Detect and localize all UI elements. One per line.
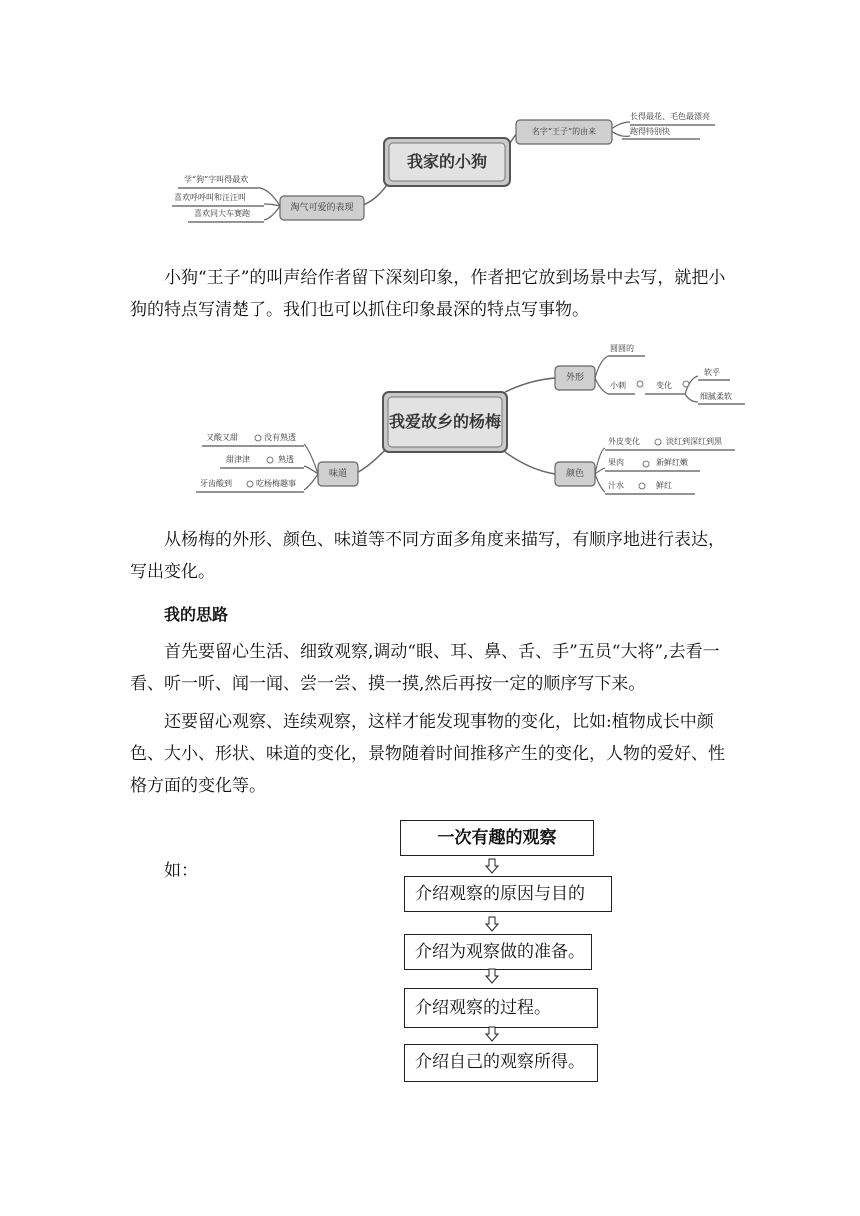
leaf-label: 没有熟透 xyxy=(264,433,296,442)
leaf-label: 学“狗”字叫得最欢 xyxy=(184,175,249,184)
flow-step: 介绍观察的过程。 xyxy=(415,998,551,1018)
branch-label: 淘气可爱的表现 xyxy=(290,203,354,213)
flowchart-observation xyxy=(398,818,618,1088)
flow-step: 介绍观察的原因与目的 xyxy=(415,884,585,904)
flow-step: 介绍自己的观察所得。 xyxy=(415,1052,585,1072)
down-arrow-icon xyxy=(484,1026,500,1042)
leaf-label: 汁水 xyxy=(608,481,624,490)
leaf-label: 长得最花、毛色最漂亮 xyxy=(630,112,710,121)
leaf-label: 牙齿酸到 xyxy=(200,479,232,488)
paragraph-continuous-observation: 还要留心观察、连续观察，这样才能发现事物的变化，比如:植物成长中颜色、大小、形状、味道的变化，景物随着时间推移产生的变化，人物的爱好、性格方面的变化等。 xyxy=(130,712,725,796)
paragraph-dog-summary: 小狗“王子”的叫声给作者留下深刻印象，作者把它放到场景中去写，就把小狗的特点写清楚了。我们也可以抓住印象最深的特点写事物。 xyxy=(130,268,726,320)
leaf-label: 外皮变化 xyxy=(608,437,640,446)
leaf-label: 又酸又甜 xyxy=(206,433,238,442)
branch-label-taste: 味道 xyxy=(328,469,347,479)
down-arrow-icon xyxy=(484,968,500,984)
leaf-label: 细腻柔软 xyxy=(700,392,732,401)
branch-label-shape: 外形 xyxy=(565,373,584,383)
leaf-label: 淡红到深红到黑 xyxy=(666,437,722,446)
leaf-label: 圆圆的 xyxy=(610,344,634,353)
section-heading: 我的思路 xyxy=(164,605,229,624)
branch-label: 名字“王子”的由来 xyxy=(531,127,597,136)
leaf-label: 甜津津 xyxy=(226,455,250,464)
leaf-label: 喜欢呼呼叫和汪汪叫 xyxy=(174,193,246,202)
mindmap-center-label: 我爱故乡的杨梅 xyxy=(388,412,501,431)
leaf-label: 小刺 xyxy=(610,381,626,390)
paragraph-approach: 首先要留心生活、细致观察,调动“眼、耳、鼻、舌、手”五员“大将”,去看一看、听一听、闻一闻、尝一尝、摸一摸,然后再按一定的顺序写下来。 xyxy=(130,642,720,694)
leaf-label: 变化 xyxy=(656,381,672,390)
paragraph-bayberry-summary: 从杨梅的外形、颜色、味道等不同方面多角度来描写，有顺序地进行表达，写出变化。 xyxy=(130,530,725,582)
mindmap-little-dog xyxy=(160,100,730,240)
leaf-label: 鲜红 xyxy=(656,481,672,490)
flow-step: 介绍为观察做的准备。 xyxy=(415,942,585,962)
example-label: 如： xyxy=(164,861,198,881)
leaf-label: 吃杨梅趣事 xyxy=(256,479,296,488)
down-arrow-icon xyxy=(484,858,500,874)
leaf-label: 软乎 xyxy=(704,368,720,377)
leaf-label: 新鲜红嫩 xyxy=(656,458,688,467)
flow-step-box xyxy=(404,876,612,912)
down-arrow-icon xyxy=(484,916,500,932)
mindmap-bayberry xyxy=(190,340,750,500)
leaf-label: 熟透 xyxy=(278,455,294,464)
flow-title-box xyxy=(400,820,594,856)
flow-step-box xyxy=(404,988,598,1028)
leaf-label: 喜欢同大车赛跑 xyxy=(194,209,250,218)
branch-label-color: 颜色 xyxy=(565,469,584,479)
mindmap-center-label: 我家的小狗 xyxy=(406,152,487,171)
flow-step-box xyxy=(404,934,592,970)
leaf-label: 果肉 xyxy=(608,458,624,467)
flow-title: 一次有趣的观察 xyxy=(437,828,557,848)
leaf-label: 跑得特别快 xyxy=(630,127,670,136)
flow-step-box xyxy=(404,1044,598,1082)
